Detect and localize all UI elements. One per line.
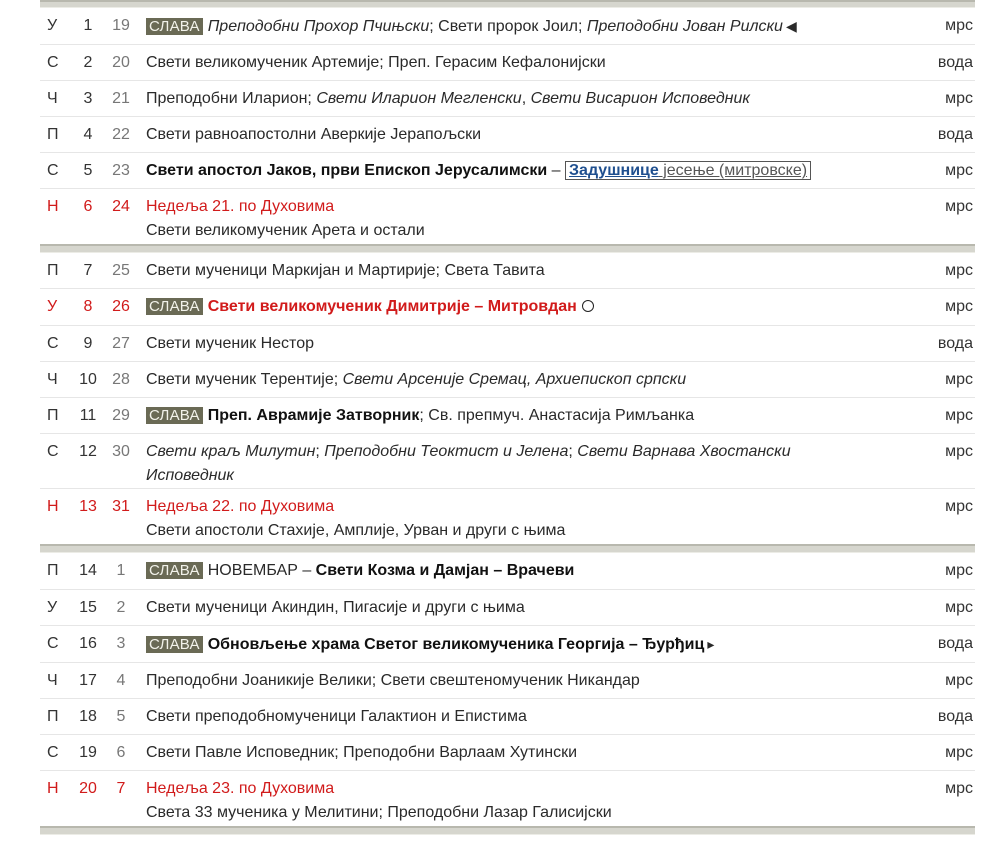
fasting-rule: мрс: [945, 443, 973, 460]
new-style-date: 6: [83, 198, 93, 215]
new-style-date: 8: [83, 298, 93, 315]
new-style-date: 2: [83, 54, 93, 71]
weekday: У: [47, 599, 58, 616]
fasting-rule: вода: [937, 708, 973, 725]
saint-name[interactable]: Свети Варнава Хвостански: [577, 443, 791, 460]
separator: ,: [521, 90, 531, 107]
feast-text: [146, 559, 881, 583]
day-row: [40, 626, 975, 663]
weekday: С: [47, 443, 59, 460]
saint-name[interactable]: ; Свети пророк Јоил;: [429, 18, 587, 35]
day-row: [40, 553, 975, 590]
weekday: Н: [47, 498, 59, 515]
saint-name[interactable]: Свети мученик Терентије;: [146, 371, 343, 388]
saint-name[interactable]: Свети краљ Милутин: [146, 443, 316, 460]
old-style-date: 5: [116, 708, 126, 725]
fasting-rule: мрс: [945, 162, 973, 179]
weekday: С: [47, 744, 59, 761]
new-style-date: 5: [83, 162, 93, 179]
day-row: [40, 8, 975, 45]
saint-name[interactable]: Свети апостол Јаков, први Епископ Јерусалимски: [146, 162, 548, 179]
day-row: [40, 663, 975, 699]
slava-badge: СЛАВА: [146, 298, 203, 315]
saint-name[interactable]: Обновљење храма Светог великомученика Георгија – Ђурђиц: [207, 636, 705, 653]
new-style-date: 19: [79, 744, 97, 761]
day-row: [40, 398, 975, 434]
old-style-date: 22: [112, 126, 130, 143]
fasting-rule: мрс: [945, 562, 973, 579]
saint-name[interactable]: Свети Арсеније Сремац, Архиепископ српски: [342, 371, 687, 388]
saint-name[interactable]: Свети апостоли Стахије, Амплије, Урван и други с њима: [146, 522, 566, 539]
old-style-date: 31: [112, 498, 130, 515]
old-style-date: 1: [116, 562, 126, 579]
fasting-rule: мрс: [945, 90, 973, 107]
saint-name[interactable]: Преподобни Теоктист и Јелена: [324, 443, 569, 460]
weekday: С: [47, 54, 59, 71]
new-style-date: 7: [83, 262, 93, 279]
old-style-date: 28: [112, 371, 130, 388]
feast-text: [146, 404, 881, 428]
saint-name[interactable]: Преподобни Иларион;: [146, 90, 317, 107]
fasting-rule: мрс: [945, 744, 973, 761]
weekday: С: [47, 162, 59, 179]
new-style-date: 1: [83, 17, 93, 34]
feast-text: [146, 159, 881, 183]
new-style-date: 17: [79, 672, 97, 689]
feast-text: [146, 440, 881, 488]
feast-text[interactable]: Преподобни Јоаникије Велики; Свети свештеномученик Никандар: [146, 672, 640, 689]
day-row: [40, 289, 975, 326]
feast-text: [146, 87, 881, 111]
weekday: П: [47, 708, 59, 725]
day-row: [40, 362, 975, 398]
feast-text[interactable]: Свети Павле Исповедник; Преподобни Варлаам Хутински: [146, 744, 578, 761]
calendar-table: [40, 0, 975, 835]
weekday: С: [47, 335, 59, 352]
weekday: П: [47, 562, 59, 579]
new-style-date: 14: [79, 562, 97, 579]
weekday: П: [47, 126, 59, 143]
fasting-rule: мрс: [945, 407, 973, 424]
saint-name[interactable]: Свети Висарион Исповедник: [530, 90, 750, 107]
day-row: [40, 253, 975, 289]
feast-text: [146, 14, 881, 39]
slava-badge: СЛАВА: [146, 562, 203, 579]
day-row: [40, 434, 975, 489]
day-row: [40, 771, 975, 826]
sunday-title[interactable]: Недеља 21. по Духовима: [146, 198, 335, 215]
new-style-date: 18: [79, 708, 97, 725]
saint-name[interactable]: ; Св. препмуч. Анастасија Римљанка: [419, 407, 695, 424]
old-style-date: 7: [116, 780, 126, 797]
separator: ;: [315, 443, 325, 460]
sunday-title[interactable]: Недеља 23. по Духовима: [146, 780, 335, 797]
fasting-rule: мрс: [945, 672, 973, 689]
feast-text[interactable]: Свети равноапостолни Аверкије Јерапољски: [146, 126, 482, 143]
new-style-date: 13: [79, 498, 97, 515]
day-row: [40, 117, 975, 153]
feast-text: [146, 195, 881, 243]
old-style-date: 24: [112, 198, 130, 215]
fasting-rule: мрс: [945, 780, 973, 797]
weekday: Ч: [47, 90, 58, 107]
saint-name[interactable]: Преп. Аврамије Затворник: [207, 407, 420, 424]
new-style-date: 4: [83, 126, 93, 143]
weekday: С: [47, 635, 59, 652]
slava-badge: СЛАВА: [146, 18, 203, 35]
weekday: Н: [47, 198, 59, 215]
week-separator: [40, 826, 975, 835]
quarter-moon-icon: ▸: [707, 636, 715, 652]
fasting-rule: мрс: [945, 599, 973, 616]
feast-text: [146, 777, 881, 825]
old-style-date: 23: [112, 162, 130, 179]
feast-text[interactable]: Свети мученици Маркијан и Мартирије; Света Тавита: [146, 262, 545, 279]
day-row: [40, 81, 975, 117]
new-style-date: 9: [83, 335, 93, 352]
half-moon-icon: ◀: [785, 18, 797, 34]
sunday-title[interactable]: Недеља 22. по Духовима: [146, 498, 335, 515]
feast-text: [146, 368, 881, 392]
feast-text[interactable]: Свети преподобномученици Галактион и Епистима: [146, 708, 527, 725]
old-style-date: 3: [116, 635, 126, 652]
old-style-date: 19: [112, 17, 130, 34]
fasting-rule: вода: [937, 335, 973, 352]
saint-name[interactable]: Свети Козма и Дамјан – Врачеви: [315, 562, 575, 579]
old-style-date: 6: [116, 744, 126, 761]
zadusnice-link-rest[interactable]: јесење (митровске): [658, 162, 808, 179]
old-style-date: 26: [112, 298, 130, 315]
fasting-rule: вода: [937, 126, 973, 143]
fasting-rule: вода: [937, 54, 973, 71]
day-row: [40, 189, 975, 244]
old-style-date: 21: [112, 90, 130, 107]
old-style-date: 27: [112, 335, 130, 352]
week-separator: [40, 244, 975, 253]
week-separator: [40, 544, 975, 553]
weekday: У: [47, 298, 58, 315]
weekday: П: [47, 262, 59, 279]
old-style-date: 25: [112, 262, 130, 279]
saint-name[interactable]: Света 33 мученика у Мелитини; Преподобни Лазар Галисијски: [146, 804, 612, 821]
fasting-rule: мрс: [945, 198, 973, 215]
feast-text[interactable]: Свети мученик Нестор: [146, 335, 314, 352]
day-row: [40, 153, 975, 189]
day-row: [40, 735, 975, 771]
feast-text: [146, 632, 881, 657]
week-separator: [40, 0, 975, 8]
new-style-date: 12: [79, 443, 97, 460]
old-style-date: 2: [116, 599, 126, 616]
new-style-date: 11: [79, 407, 97, 424]
fasting-rule: вода: [937, 635, 973, 652]
day-row: [40, 590, 975, 626]
old-style-date: 20: [112, 54, 130, 71]
feast-text[interactable]: Свети великомученик Артемије; Преп. Герасим Кефалонијски: [146, 54, 606, 71]
fasting-rule: мрс: [945, 262, 973, 279]
weekday: У: [47, 17, 58, 34]
weekday: Ч: [47, 371, 58, 388]
new-style-date: 15: [79, 599, 97, 616]
new-style-date: 20: [79, 780, 97, 797]
month-label: НОВЕМБАР –: [207, 562, 316, 579]
weekday: П: [47, 407, 59, 424]
saint-name[interactable]: Исповедник: [146, 467, 234, 484]
full-moon-icon: [582, 300, 594, 312]
day-row: [40, 326, 975, 362]
weekday: Ч: [47, 672, 58, 689]
old-style-date: 29: [112, 407, 130, 424]
feast-text[interactable]: Свети мученици Акиндин, Пигасије и други с њима: [146, 599, 525, 616]
fasting-rule: мрс: [945, 371, 973, 388]
saint-name[interactable]: Преподобни Јован Рилски: [586, 18, 783, 35]
day-row: [40, 45, 975, 81]
slava-badge: СЛАВА: [146, 407, 203, 424]
saint-name[interactable]: Свети Иларион Мегленски: [316, 90, 522, 107]
slava-badge: СЛАВА: [146, 636, 203, 653]
new-style-date: 10: [79, 371, 97, 388]
fasting-rule: мрс: [945, 298, 973, 315]
weekday: Н: [47, 780, 59, 797]
new-style-date: 16: [79, 635, 97, 652]
separator: –: [547, 162, 566, 179]
saint-name[interactable]: Свети великомученик Арета и остали: [146, 222, 425, 239]
saint-name[interactable]: Свети великомученик Димитрије – Митровдан: [207, 298, 577, 315]
day-row: [40, 489, 975, 544]
old-style-date: 4: [116, 672, 126, 689]
fasting-rule: мрс: [945, 498, 973, 515]
feast-text: [146, 295, 881, 319]
zadusnice-link-box[interactable]: [565, 161, 811, 180]
separator: ;: [568, 443, 578, 460]
day-row: [40, 699, 975, 735]
old-style-date: 30: [112, 443, 130, 460]
feast-text: [146, 495, 881, 543]
saint-name[interactable]: Преподобни Прохор Пчињски: [207, 18, 430, 35]
zadusnice-link[interactable]: Задушнице: [569, 162, 659, 179]
fasting-rule: мрс: [945, 17, 973, 34]
new-style-date: 3: [83, 90, 93, 107]
